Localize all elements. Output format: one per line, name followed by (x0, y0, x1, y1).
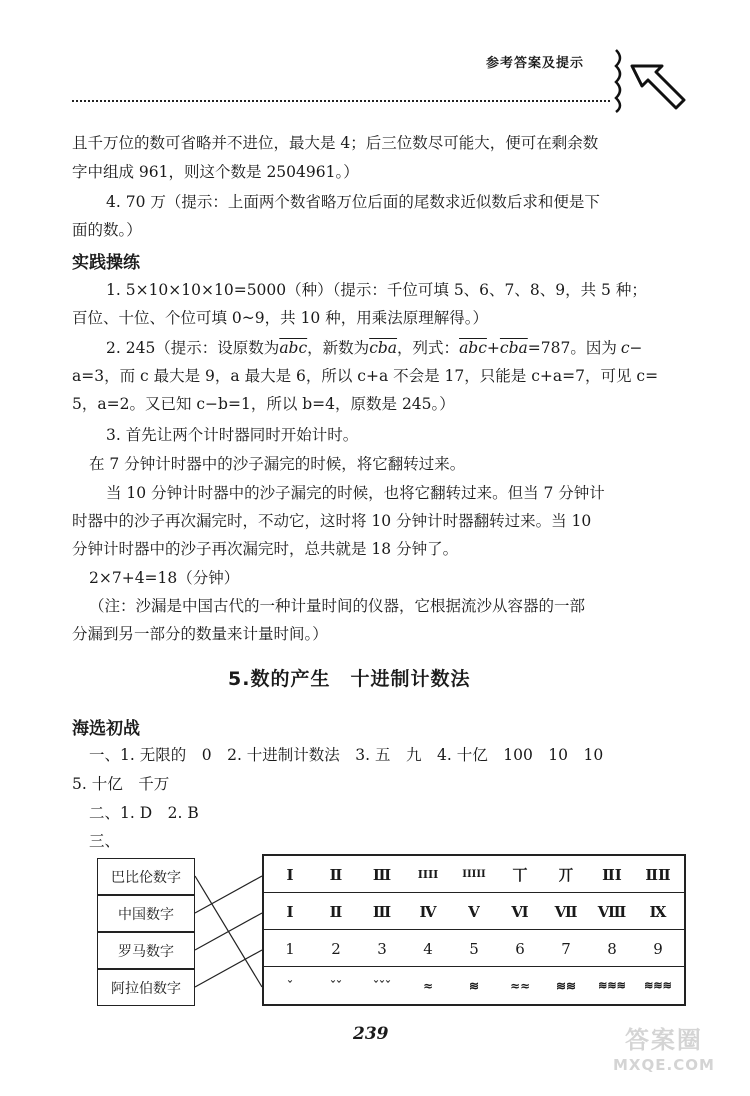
text-line: 时器中的沙子再次漏完时，不动它，这时将 10 分钟计时器翻转过来。当 10 (72, 512, 592, 530)
numeral-table (262, 854, 686, 1006)
plus-sign: + (486, 339, 500, 357)
text-line: 2×7+4=18（分钟） (89, 569, 240, 587)
text-line: 二、1. D 2. B (89, 804, 199, 822)
numeral-cell: 4 (423, 939, 433, 958)
running-header-label: 参考答案及提示 (486, 56, 585, 71)
numeral-row-arabic (264, 967, 684, 1004)
numeral-cell: ˇˇ (330, 978, 342, 993)
text-line: 一、1. 无限的 0 2. 十进制计数法 3. 五 九 4. 十亿 100 10 10 (89, 746, 604, 764)
text-line: 5，a=2。又已知 c−b=1，所以 b=4，原数是 245。） (72, 395, 455, 413)
numeral-cell: 6 (515, 939, 525, 958)
numeral-cell: 3 (377, 939, 387, 958)
numeral-cell: ≋≋≋ (644, 979, 672, 992)
text-fragment: c− (620, 339, 643, 357)
numeral-cell: 7 (561, 939, 571, 958)
text-line: 面的数。） (72, 221, 142, 239)
numeral-cell: ≈≈ (509, 978, 531, 993)
numeral-cell: 丌 (558, 866, 574, 884)
numeral-cell: ⅠⅠⅠⅠⅠ (462, 869, 486, 880)
numeral-row-chinese (264, 893, 684, 930)
numeral-cell: ⅠⅠⅠⅠ (417, 868, 439, 881)
numeral-cell: Ⅷ (597, 902, 627, 921)
overlined-cba: $\overline{cba}$ (499, 339, 528, 357)
numeral-cell: ≋≋≋ (598, 979, 626, 992)
label-box-babylonian: 巴比伦数字 (97, 858, 195, 895)
text-line: 字中组成 961，则这个数是 2504961。） (72, 163, 359, 181)
label-box-arabic: 阿拉伯数字 (97, 969, 195, 1006)
numeral-cell: Ⅰ (286, 865, 294, 884)
text-fragment: ，列式： (397, 339, 460, 357)
text-line: （注：沙漏是中国古代的一种计量时间的仪器，它根据流沙从容器的一部 (89, 597, 586, 615)
overlined-abc: $\overline{abc}$ (279, 339, 308, 357)
numeral-cell: 8 (607, 939, 617, 958)
text-line: 5. 十亿 千万 (72, 775, 170, 793)
numeral-row-babylonian (264, 856, 684, 893)
numeral-cell: Ⅴ (468, 902, 480, 921)
numeral-cell: Ⅶ (554, 902, 578, 921)
watermark-logo: 答案圈 (624, 1026, 703, 1054)
chapter-title: 5.数的产生 十进制计数法 (228, 668, 471, 690)
watermark (613, 1028, 715, 1073)
numeral-cell: Ⅲ (372, 902, 392, 921)
text-line: 3. 首先让两个计时器同时开始计时。 (106, 426, 359, 444)
label-box-roman: 罗马数字 (97, 932, 195, 969)
text-line: 分钟计时器中的沙子再次漏完时，总共就是 18 分钟了。 (72, 540, 459, 558)
text-line: 三、 (89, 832, 121, 850)
numeral-row-roman (264, 930, 684, 967)
match-line (195, 876, 262, 913)
overlined-abc: $\overline{abc}$ (459, 339, 487, 357)
numeral-cell: ≈ (422, 978, 434, 993)
numeral-cell: Ⅳ (419, 902, 437, 921)
numeral-cell: Ⅰ (286, 902, 294, 921)
text-line: 在 7 分钟计时器中的沙子漏完的时候，将它翻转过来。 (89, 455, 466, 473)
text-fragment: =787。因为 (527, 339, 617, 357)
text-line: 4. 70 万（提示：上面两个数省略万位后面的尾数求近似数后求和便是下 (106, 193, 600, 211)
text-fragment: ，新数为 (307, 339, 370, 357)
section-title-first-round: 海选初战 (72, 719, 140, 739)
numeral-cell: ⅡⅠ (602, 865, 622, 884)
numeral-cell: Ⅲ (372, 865, 392, 884)
numeral-cell: Ⅱ (329, 865, 343, 884)
text-line: 分漏到另一部分的数量来计量时间。） (72, 625, 328, 643)
numeral-cell: 丅 (512, 866, 528, 884)
page-number: 239 (353, 1024, 389, 1044)
text-line: 百位、十位、个位可填 0~9，共 10 种，用乘法原理解得。） (72, 309, 488, 327)
numeral-cell: ˇˇˇ (373, 978, 391, 993)
numeral-cell: Ⅸ (649, 902, 667, 921)
text-fragment: 2. 245（提示：设原数为 (106, 339, 280, 357)
numeral-cell: ˇ (287, 978, 293, 993)
numeral-cell: Ⅱ (329, 902, 343, 921)
numeral-cell: 9 (653, 939, 663, 958)
section-title-practice: 实践操练 (72, 253, 140, 273)
text-line: 当 10 分钟计时器中的沙子漏完的时候，也将它翻转过来。但当 7 分钟计 (106, 484, 605, 502)
text-line: 1. 5×10×10×10=5000（种）（提示：千位可填 5、6、7、8、9，共 5 种； (106, 281, 647, 299)
numeral-cell: 2 (331, 939, 341, 958)
overlined-cba: $\overline{cba}$ (369, 339, 398, 357)
numeral-cell: 1 (285, 939, 295, 958)
match-line (195, 950, 262, 987)
numeral-cell: ≋≋ (555, 978, 577, 993)
numeral-cell: Ⅵ (511, 902, 529, 921)
text-line: a=3，而 c 最大是 9，a 最大是 6，所以 c+a 不会是 17，只能是 c+a=7，可见 c= (72, 367, 659, 385)
text-line: 且千万位的数可省略并不进位，最大是 4；后三位数尽可能大，便可在剩余数 (72, 134, 599, 152)
match-line (195, 913, 262, 950)
numeral-cell: ⅡⅡ (645, 865, 671, 884)
numeral-cell: ≋ (468, 978, 480, 993)
numeral-cell: 5 (469, 939, 479, 958)
label-box-chinese: 中国数字 (97, 895, 195, 932)
watermark-url: MXQE.COM (613, 1056, 715, 1074)
